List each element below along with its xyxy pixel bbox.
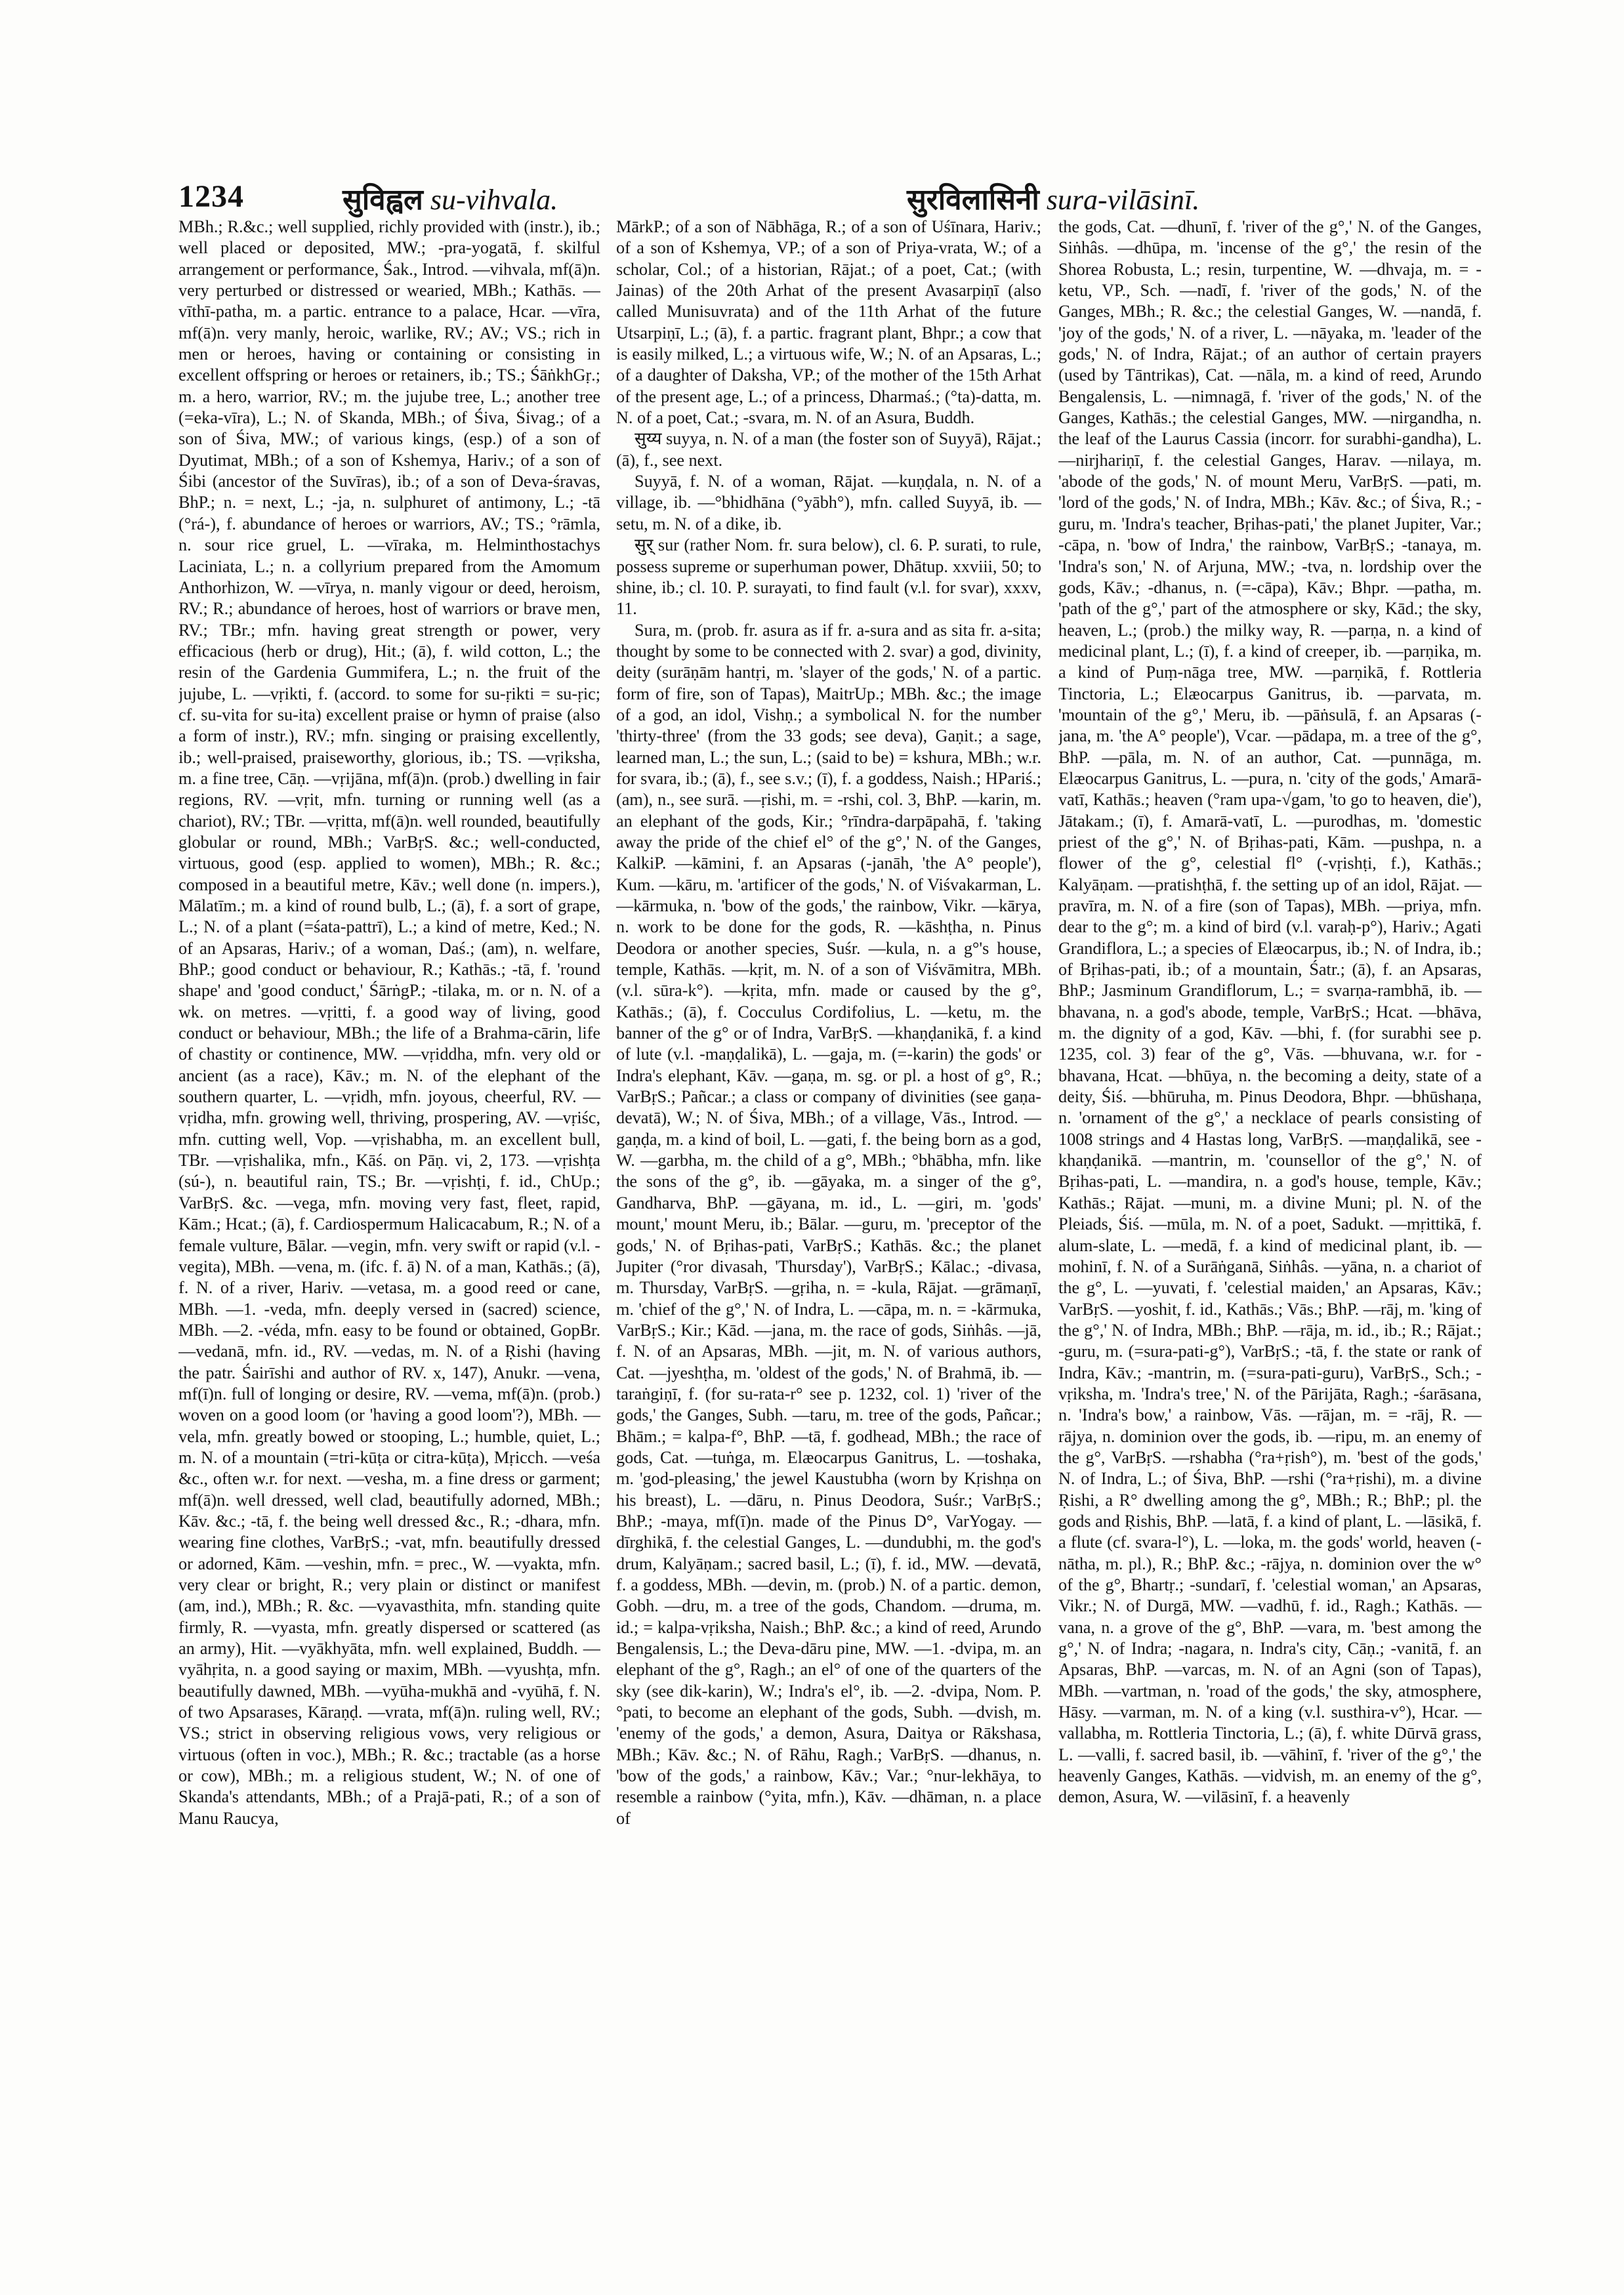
left-headword-devanagari: सुविह्वल: [343, 183, 423, 217]
entry-sur: सुर् sur (rather Nom. fr. sura below), cl. 6. P. surati, to rule, possess supreme or superhuman power, Dhātup. xxviii, 50; to shine, ib.; cl. 10. P. surayati, to find fault (v.l. for svar), xxxv, 11.: [616, 535, 1041, 619]
entry-suyyaa: Suyyā, f. N. of a woman, Rājat. —kuṇḍala, n. N. of a village, ib. —°bhidhāna (°yābh°), mfn. called Suyyā, ib. —setu, m. N. of a dike, ib.: [616, 472, 1041, 533]
right-headword-roman: sura-vilāsinī.: [1046, 184, 1200, 216]
left-headword: [343, 178, 558, 218]
right-headword: [907, 178, 1199, 218]
column-1-text: MBh.; R.&c.; well supplied, richly provided with (instr.), ib.; well placed or deposited, MW.; -pra-yogatā, f. skilful arrangement or performance, Śak., Introd. —vihvala, mf(ā)n. very perturbed or distressed or wearied, MBh.; Kathās. —vīthī-patha, m. a partic. entrance to a palace, Hcar. —vīra, mf(ā)n. very manly, heroic, warlike, RV.; AV.; VS.; rich in men or heroes, having or containing or consisting in excellent offspring or heroes or retainers, ib.; TS.; ŚāṅkhGṛ.; m. a hero, warrior, RV.; m. the jujube tree, L.; another tree (=eka-vīra), L.; N. of Skanda, MBh.; of Śiva, Śivag.; of a son of Śiva, MW.; of various kings, (esp.) of a son of Dyutimat, MBh.; of a son of Kshemya, Hariv.; of a son of Śibi (ancestor of the Suvīras), ib.; of a son of Deva-śravas, BhP.; n. = next, L.; -ja, n. sulphuret of antimony, L.; -tā (°rá-), f. abundance of heroes or warriors, AV.; TS.; °rāmla, n. sour rice gruel, L. —vīraka, m. Helminthostachys Laciniata, L.; n. a collyrium prepared from the Amomum Anthorhizon, W. —vīrya, n. manly vigour or deed, heroism, RV.; R.; abundance of heroes, host of warriors or brave men, RV.; TBr.; mfn. having great strength or power, very efficacious (herb or drug), Hit.; (ā), f. wild cotton, L.; the resin of the Gardenia Gummifera, L.; n. the fruit of the jujube, L. —vṛikti, f. (accord. to some for su-ṛikti = su-ṛic; cf. su-vita for su-ita) excellent praise or hymn of praise (also a form of instr.), RV.; mfn. singing or praising excellently, ib.; well-praised, praiseworthy, glorious, ib.; TS. —vṛiksha, m. a fine tree, Cāṇ. —vṛijāna, mf(ā)n. (prob.) dwelling in fair regions, RV. —vṛit, mfn. turning or running well (as a chariot), RV.; TBr. —vṛitta, mf(ā)n. well rounded, beautifully globular or round, MBh.; VarBṛS. &c.; well-conducted, virtuous, good (esp. applied to women), MBh.; R. &c.; composed in a beautiful metre, Kāv.; well done (n. impers.), Mālatīm.; m. a kind of round bulb, L.; (ā), f. a sort of grape, L.; N. of a plant (=śata-pattrī), L.; a kind of metre, Ked.; N. of an Apsaras, Hariv.; of a woman, Daś.; (am), n. welfare, BhP.; good conduct or behaviour, R.; Kathās.; -tā, f. 'round shape' and 'good conduct,' ŚārṅgP.; -tilaka, m. or n. N. of a wk. on metres. —vṛitti, f. a good way of living, good conduct or behaviour, MBh.; the life of a Brahma-cārin, life of chastity or continence, MW. —vṛiddha, mfn. very old or ancient (as a race), Kāv.; m. N. of the elephant of the southern quarter, L. —vṛidh, mfn. joyous, cheerful, RV. —vṛidha, mfn. growing well, thriving, prospering, AV. —vṛiśc, mfn. cutting well, Vop. —vṛishabha, m. an excellent bull, TBr. —vṛishalika, mfn., Kāś. on Pāṇ. vi, 2, 173. —vṛishṭa (sú-), n. beautiful rain, TS.; Br. —vṛishṭi, f. id., ChUp.; VarBṛS. &c. —vega, mfn. moving very fast, fleet, rapid, Kām.; Hcat.; (ā), f. Cardiospermum Halicacabum, R.; N. of a female vulture, Bālar. —vegin, mfn. very swift or rapid (v.l. -vegita), MBh. —vena, m. (ifc. f. ā) N. of a man, Kathās.; (ā), f. N. of a river, Hariv. —vetasa, m. a good reed or cane, MBh. —1. -veda, mfn. deeply versed in (sacred) science, MBh. —2. -véda, mfn. easy to be found or obtained, GopBr. —vedanā, mfn. id., RV. —vedas, m. N. of a Ṛishi (having the patr. Śairīshi and author of RV. x, 147), Anukr. —vena, mf(ī)n. full of longing or desire, RV. —vema, mf(ā)n. (prob.) woven on a good loom (or 'having a good loom'?), MBh. —vela, mfn. greatly bowed or stooping, L.; humble, quiet, L.; m. N. of a mountain (=tri-kūṭa or citra-kūṭa), Mṛicch. —veśa &c., often w.r. for next. —vesha, m. a fine dress or garment; mf(ā)n. well dressed, well clad, beautifully adorned, MBh.; Kāv. &c.; -tā, f. the being well dressed &c., R.; -dhara, mfn. wearing fine clothes, VarBṛS.; -vat, mfn. beautifully dressed or adorned, Kām. —veshin, mfn. = prec., W. —vyakta, mfn. very clear or bright, R.; very plain or distinct or manifest (am, ind.), MBh.; R. &c. —vyavasthita, mfn. standing quite firmly, R. —vyasta, mfn. greatly dispersed or scattered (as an army), Hit. —vyākhyāta, mfn. well explained, Buddh. —vyāhṛita, n. a good saying or maxim, MBh. —vyushṭa, mfn. beautifully dawned, MBh. —vyūha-mukhā and -vyūhā, f. N. of two Apsarases, Kāraṇḍ. —vrata, mf(ā)n. ruling well, RV.; VS.; strict in observing religious vows, very religious or virtuous (often in voc.), MBh.; R. &c.; tractable (as a horse or cow), MBh.; m. a religious student, W.; N. of one of Skanda's attendants, MBh.; of a Prajā-pati, R.; of a son of Manu Raucya,: [178, 217, 600, 1828]
entry-suyya: सुय्य suyya, n. N. of a man (the foster son of Suyyā), Rājat.; (ā), f., see next.: [616, 429, 1041, 470]
page-number: 1234: [178, 179, 244, 214]
right-headword-devanagari: सुरविलासिनी: [907, 183, 1039, 217]
column-1: [178, 217, 600, 2257]
column-3-text: the gods, Cat. —dhunī, f. 'river of the g°,' N. of the Ganges, Siṅhâs. —dhūpa, m. 'incense of the g°,' the resin of the Shorea Robusta, L.; resin, turpentine, W. —dhvaja, m. = -ketu, VP., Sch. —nadī, f. 'river of the gods,' N. of the Ganges, MBh.; R. &c.; the celestial Ganges, W. —nandā, f. 'joy of the gods,' N. of a river, L. —nāyaka, m. 'leader of the gods,' N. of Indra, Rājat.; of an author of certain prayers (used by Tāntrikas), Cat. —nāla, m. a kind of reed, Arundo Bengalensis, L. —nimnagā, f. 'river of the gods,' N. of the Ganges, Kathās.; the celestial Ganges, MW. —nirgandha, n. the leaf of the Laurus Cassia (incorr. for surabhi-gandha), L. —nirjhariṇī, f. the celestial Ganges, Harav. —nilaya, m. 'abode of the gods,' N. of mount Meru, VarBṛS. —pati, m. 'lord of the gods,' N. of Indra, MBh.; Kāv. &c.; of Śiva, R.; -guru, m. 'Indra's teacher, Bṛihas-pati,' the planet Jupiter, Var.; -cāpa, n. 'bow of Indra,' the rainbow, VarBṛS.; -tanaya, m. 'Indra's son,' N. of Arjuna, MW.; -tva, n. lordship over the gods, Kāv.; -dhanus, n. (=-cāpa), Kāv.; Bhpr. —patha, m. 'path of the g°,' part of the atmosphere or sky, Kād.; the sky, heaven, L.; (prob.) the milky way, R. —parṇa, n. a kind of medicinal plant, L.; (ī), f. a kind of creeper, ib. —parṇika, m. a kind of Puṃ-nāga tree, MW. —parṇikā, f. Rottleria Tinctoria, L.; Elæocarpus Ganitrus, ib. —parvata, m. 'mountain of the g°,' Meru, ib. —pāṅsulā, f. an Apsaras (-jana, m. 'the A° people'), Vcar. —pādapa, m. a tree of the g°, BhP. —pāla, m. N. of an author, Cat. —punnāga, m. Elæocarpus Ganitrus, L. —pura, n. 'city of the gods,' Amarā-vatī, Kathās.; heaven (°ram upa-√gam, 'to go to heaven, die'), Jātakam.; (ī), f. Amarā-vatī, L. —purodhas, m. 'domestic priest of the g°,' N. of Bṛihas-pati, Kām. —pushpa, n. a flower of the g°, celestial fl° (-vṛishṭi, f.), Kathās.; Kalyāṇam. —pratishṭhā, f. the setting up of an idol, Rājat. —pravīra, m. N. of a fire (son of Tapas), MBh. —priya, mfn. dear to the g°; m. a kind of bird (v.l. varaḥ-p°), Hariv.; Agati Grandiflora, L.; a species of Elæocarpus, ib.; N. of Indra, ib.; of Bṛihas-pati, ib.; of a mountain, Śatr.; (ā), f. an Apsaras, BhP.; Jasminum Grandiflorum, L.; = svarṇa-rambhā, ib. —bhavana, n. a god's abode, temple, VarBṛS.; Hcat. —bhāva, m. the dignity of a god, Kāv. —bhi, f. (for surabhi see p. 1235, col. 3) fear of the g°, Vās. —bhuvana, w.r. for -bhavana, Hcat. —bhūya, n. the becoming a deity, state of a deity, Śiś. —bhūruha, m. Pinus Deodora, Bhpr. —bhūshaṇa, n. 'ornament of the g°,' a necklace of pearls consisting of 1008 strings and 4 Hastas long, VarBṛS. —maṇḍalikā, see -khaṇḍanikā. —mantrin, m. 'counsellor of the g°,' N. of Bṛihas-pati, L. —mandira, n. a god's house, temple, Kāv.; Kathās.; Rājat. —muni, m. a divine Muni; pl. N. of the Pleiads, Śiś. —mūla, m. N. of a poet, Sadukt. —mṛittikā, f. alum-slate, L. —medā, f. a kind of medicinal plant, ib. —mohinī, f. N. of a Surāṅganā, Siṅhâs. —yāna, n. a chariot of the g°, L. —yuvati, f. 'celestial maiden,' an Apsaras, Kāv.; VarBṛS. —yoshit, f. id., Kathās.; Vās.; BhP. —rāj, m. 'king of the g°,' N. of Indra, MBh.; BhP. —rāja, m. id., ib.; R.; Rājat.; -guru, m. (=sura-pati-g°), VarBṛS.; -tā, f. the state or rank of Indra, Kāv.; -mantrin, m. (=sura-pati-guru), VarBṛS., Sch.; -vṛiksha, m. 'Indra's tree,' N. of the Pārijāta, Ragh.; -śarāsana, n. 'Indra's bow,' a rainbow, Vās. —rājan, m. = -rāj, R. —rājya, n. dominion over the gods, ib. —ripu, m. an enemy of the g°, VarBṛS. —rshabha (°ra+ṛish°), m. 'best of the gods,' N. of Indra, L.; of Śiva, BhP. —rshi (°ra+ṛishi), m. a divine Ṛishi, a R° dwelling among the g°, MBh.; R.; BhP.; pl. the gods and Ṛishis, BhP. —latā, f. a kind of plant, L. —lāsikā, f. a flute (cf. svara-l°), L. —loka, m. the gods' world, heaven (-nātha, m. pl.), R.; BhP. &c.; -rājya, n. dominion over the w° of the g°, Bhartṛ.; -sundarī, f. 'celestial woman,' an Apsaras, Vikr.; N. of Durgā, MW. —vadhū, f. id., Ragh.; Kathās. —vana, n. a grove of the g°, BhP. —vara, m. 'best among the g°,' N. of Indra; -nagara, n. Indra's city, Cāṇ.; -vanitā, f. an Apsaras, BhP. —varcas, m. N. of an Agni (son of Tapas), MBh. —vartman, n. 'road of the gods,' the sky, atmosphere, Hāsy. —varman, m. N. of a king (v.l. susthira-v°), Hcar. —vallabha, m. Rottleria Tinctoria, L.; (ā), f. white Dūrvā grass, L. —valli, f. sacred basil, ib. —vāhinī, f. 'river of the g°,' the heavenly Ganges, Kathās. —vidvish, m. an enemy of the g°, demon, Asura, W. —vilāsinī, f. a heavenly: [1058, 217, 1482, 1807]
column-2: [616, 217, 1041, 2257]
column-3: [1058, 217, 1482, 2257]
column-2-text: MārkP.; of a son of Nābhāga, R.; of a son of Uśīnara, Hariv.; of a son of Kshemya, VP.; of a son of Priya-vrata, W.; of a scholar, Col.; of a historian, Rājat.; of a poet, Cat.; (with Jainas) of the 20th Arhat of the present Avasarpiṇī (also called Munisuvrata) and of the 11th Arhat of the future Utsarpiṇī, L.; (ā), f. a partic. fragrant plant, Bhpr.; a cow that is easily milked, L.; a virtuous wife, W.; N. of an Apsaras, L.; of a daughter of Daksha, VP.; of the mother of the 15th Arhat of the present age, L.; of a princess, Dharmaś.; (°ta)-datta, m. N. of a poet, Cat.; -svara, m. N. of an Asura, Buddh.: [616, 217, 1041, 428]
left-headword-roman: su-vihvala.: [430, 184, 558, 216]
entry-sura: Sura, m. (prob. fr. asura as if fr. a-sura and as sita fr. a-sita; thought by some to be connected with 2. svar) a god, divinity, deity (surāṇām hantṛi, m. 'slayer of the gods,' N. of a partic. form of fire, son of Tapas), MaitrUp.; MBh. &c.; the image of a god, an idol, Vishṇ.; a symbolical N. for the number 'thirty-three' (from the 33 gods; see deva), Gaṇit.; a sage, learned man, L.; the sun, L.; (said to be) = kshura, MBh.; w.r. for svara, ib.; (ā), f., see s.v.; (ī), f. a goddess, Naish.; HPariś.; (am), n., see surā. —ṛishi, m. = -rshi, col. 3, BhP. —karin, m. an elephant of the gods, Kir.; °rīndra-darpāpahā, f. 'taking away the pride of the chief el° of the g°,' N. of the Ganges, KalkiP. —kāmini, f. an Apsaras (-janāh, 'the A° people'), Kum. —kāru, m. 'artificer of the gods,' N. of Viśvakarman, L. —kārmuka, n. 'bow of the gods,' the rainbow, Vikr. —kārya, n. work to be done for the gods, R. —kāshṭha, n. Pinus Deodora or another species, Suśr. —kula, n. a g°'s house, temple, Kathās. —kṛit, m. N. of a son of Viśvāmitra, MBh. (v.l. sūra-k°). —kṛita, mfn. made or caused by the g°, Kathās.; (ā), f. Cocculus Cordifolius, L. —ketu, m. the banner of the g° or of Indra, VarBṛS. —khaṇḍanikā, f. a kind of lute (v.l. -maṇḍalikā), L. —gaja, m. (=-karin) the gods' or Indra's elephant, Kāv. —gaṇa, m. sg. or pl. a host of g°, R.; VarBṛS.; Pañcar.; a class or company of divinities (see gaṇa-devatā), W.; N. of Śiva, MBh.; of a village, Vās., Introd. —gaṇḍa, m. a kind of boil, L. —gati, f. the being born as a god, W. —garbha, m. the child of a g°, MBh.; °bhābha, mfn. like the sons of the g°, ib. —gāyaka, m. a singer of the g°, Gandharva, BhP. —gāyana, m. id., L. —giri, m. 'gods' mount,' mount Meru, ib.; Bālar. —guru, m. 'preceptor of the gods,' N. of Bṛihas-pati, VarBṛS.; Kathās. &c.; the planet Jupiter (°ror divasah, 'Thursday'), VarBṛS.; Kālac.; -divasa, m. Thursday, VarBṛS. —gṛiha, n. = -kula, Rājat. —grāmaṇī, m. 'chief of the g°,' N. of Indra, L. —cāpa, m. n. = -kārmuka, VarBṛS.; Kir.; Kād. —jana, m. the race of gods, Siṅhâs. —jā, f. N. of an Apsaras, MBh. —jit, m. N. of various authors, Cat. —jyeshṭha, m. 'oldest of the gods,' N. of Brahmā, ib. —taraṅgiṇī, f. (for su-rata-r° see p. 1232, col. 1) 'river of the gods,' the Ganges, Subh. —taru, m. tree of the gods, Pañcar.; Bhām.; = kalpa-f°, BhP. —tā, f. godhead, MBh.; the race of gods, Cat. —tuṅga, m. Elæocarpus Ganitrus, L. —toshaka, m. 'god-pleasing,' the jewel Kaustubha (worn by Kṛishṇa on his breast), L. —dāru, n. Pinus Deodora, Suśr.; VarBṛS.; BhP.; -maya, mf(ī)n. made of the Pinus D°, VarYogay. —dīrghikā, f. the celestial Ganges, L. —dundubhi, m. the god's drum, Kalyāṇam.; sacred basil, L.; (ī), f. id., MW. —devatā, f. a goddess, MBh. —devin, m. (prob.) N. of a partic. demon, Gobh. —dru, m. a tree of the gods, Chandom. —druma, m. id.; = kalpa-vṛiksha, Naish.; BhP. &c.; a kind of reed, Arundo Bengalensis, L.; the Deva-dāru pine, MW. —1. -dvipa, m. an elephant of the g°, Ragh.; an el° of one of the quarters of the sky (see dik-karin), W.; Indra's el°, ib. —2. -dvipa, Nom. P. °pati, to become an elephant of the gods, Subh. —dvish, m. 'enemy of the gods,' a demon, Asura, Daitya or Rākshasa, MBh.; Kāv. &c.; N. of Rāhu, Ragh.; VarBṛS. —dhanus, n. 'bow of the gods,' a rainbow, Kāv.; Var.; °nur-lekhāya, to resemble a rainbow (°yita, mfn.), Kāv. —dhāman, n. a place of: [616, 620, 1041, 1828]
